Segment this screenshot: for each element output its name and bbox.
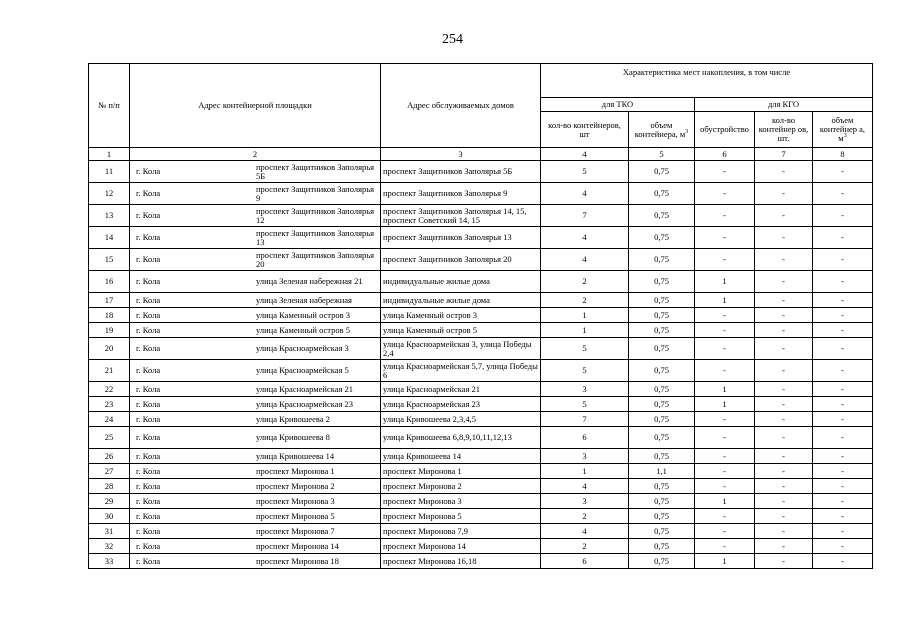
site-street: улица Красноармейская 5 <box>256 365 349 375</box>
col-number: 1 <box>89 148 130 161</box>
site-street: проспект Миронова 14 <box>256 540 339 551</box>
table-row <box>89 308 873 323</box>
tko-container-count: 4 <box>541 524 629 539</box>
tko-container-count: 4 <box>541 183 629 205</box>
row-number: 11 <box>89 161 130 183</box>
tko-container-count: 3 <box>541 449 629 464</box>
table-row <box>89 183 873 205</box>
tko-container-count: 7 <box>541 205 629 227</box>
tko-container-volume: 0,75 <box>629 183 695 205</box>
kgo-equipped: 1 <box>695 397 755 412</box>
kgo-container-count: - <box>755 509 813 524</box>
kgo-container-volume: - <box>813 539 873 554</box>
table-row <box>89 449 873 464</box>
city-name: г. Кола <box>136 383 161 394</box>
served-houses: проспект Миронова 14 <box>381 539 541 554</box>
kgo-container-count: - <box>755 412 813 427</box>
city-name: г. Кола <box>136 495 161 506</box>
served-houses: проспект Миронова 16,18 <box>381 554 541 569</box>
row-number: 17 <box>89 293 130 308</box>
tko-container-volume: 0,75 <box>629 449 695 464</box>
served-houses: проспект Миронова 3 <box>381 494 541 509</box>
row-number: 29 <box>89 494 130 509</box>
table-row <box>89 382 873 397</box>
kgo-equipped: 1 <box>695 293 755 308</box>
tko-container-volume: 0,75 <box>629 293 695 308</box>
site-street: улица Кривошеева 8 <box>256 432 330 442</box>
site-address-cell <box>130 412 381 427</box>
row-number: 19 <box>89 323 130 338</box>
tko-container-count: 1 <box>541 464 629 479</box>
tko-container-count: 5 <box>541 161 629 183</box>
kgo-container-volume: - <box>813 382 873 397</box>
row-number: 33 <box>89 554 130 569</box>
kgo-container-volume: - <box>813 464 873 479</box>
site-street: проспект Миронова 2 <box>256 480 335 491</box>
kgo-container-count: - <box>755 554 813 569</box>
kgo-container-volume: - <box>813 161 873 183</box>
table-row <box>89 360 873 382</box>
city-name: г. Кола <box>136 465 161 476</box>
row-number: 27 <box>89 464 130 479</box>
table-row <box>89 494 873 509</box>
kgo-container-count: - <box>755 308 813 323</box>
tko-container-volume: 0,75 <box>629 397 695 412</box>
city-name: г. Кола <box>136 210 161 220</box>
kgo-equipped: 1 <box>695 271 755 293</box>
served-houses: проспект Защитников Заполярья 20 <box>381 249 541 271</box>
city-name: г. Кола <box>136 294 161 305</box>
tko-container-count: 4 <box>541 249 629 271</box>
site-street: проспект Миронова 5 <box>256 510 335 521</box>
kgo-equipped: 1 <box>695 382 755 397</box>
site-address-cell <box>130 338 381 360</box>
kgo-equipped: - <box>695 412 755 427</box>
kgo-container-volume: - <box>813 227 873 249</box>
tko-container-volume: 0,75 <box>629 524 695 539</box>
tko-container-count: 6 <box>541 554 629 569</box>
site-address-cell <box>130 479 381 494</box>
kgo-container-volume: - <box>813 338 873 360</box>
site-street: улица Красноармейская 21 <box>256 383 354 394</box>
table-row <box>89 323 873 338</box>
row-number: 32 <box>89 539 130 554</box>
container-sites-table <box>88 63 873 569</box>
kgo-equipped: - <box>695 464 755 479</box>
tko-container-count: 4 <box>541 227 629 249</box>
tko-container-count: 3 <box>541 494 629 509</box>
tko-container-volume: 0,75 <box>629 554 695 569</box>
served-houses: проспект Миронова 5 <box>381 509 541 524</box>
tko-container-volume: 0,75 <box>629 161 695 183</box>
tko-container-volume: 0,75 <box>629 227 695 249</box>
kgo-equipped: 1 <box>695 554 755 569</box>
row-number: 15 <box>89 249 130 271</box>
kgo-container-volume: - <box>813 449 873 464</box>
table-row <box>89 554 873 569</box>
site-street: улица Зеленая набережная 21 <box>256 276 363 286</box>
served-houses: проспект Защитников Заполярья 5Б <box>381 161 541 183</box>
served-houses: индивидуальные жилые дома <box>381 271 541 293</box>
kgo-container-volume: - <box>813 271 873 293</box>
kgo-container-count: - <box>755 205 813 227</box>
header-characteristics: Характеристика мест накопления, в том числе <box>541 64 873 98</box>
tko-container-volume: 0,75 <box>629 323 695 338</box>
tko-container-volume: 0,75 <box>629 360 695 382</box>
tko-container-count: 2 <box>541 539 629 554</box>
site-address-cell <box>130 449 381 464</box>
site-street: проспект Защитников Заполярья 9 <box>256 183 375 203</box>
kgo-equipped: - <box>695 308 755 323</box>
tko-container-volume: 0,75 <box>629 479 695 494</box>
table-row <box>89 524 873 539</box>
table-row <box>89 397 873 412</box>
site-address-cell <box>130 494 381 509</box>
table-row <box>89 205 873 227</box>
site-address-cell <box>130 509 381 524</box>
kgo-container-count: - <box>755 249 813 271</box>
site-street: проспект Миронова 7 <box>256 525 335 536</box>
table-row <box>89 227 873 249</box>
header-address-houses: Адрес обслуживаемых домов <box>381 64 541 148</box>
kgo-container-volume: - <box>813 183 873 205</box>
kgo-equipped: - <box>695 509 755 524</box>
served-houses: улица Каменный остров 5 <box>381 323 541 338</box>
kgo-container-count: - <box>755 227 813 249</box>
kgo-equipped: - <box>695 338 755 360</box>
table-row <box>89 479 873 494</box>
row-number: 31 <box>89 524 130 539</box>
kgo-container-count: - <box>755 382 813 397</box>
tko-container-count: 2 <box>541 509 629 524</box>
kgo-equipped: - <box>695 360 755 382</box>
kgo-container-count: - <box>755 397 813 412</box>
city-name: г. Кола <box>136 555 161 566</box>
site-street: проспект Защитников Заполярья 12 <box>256 205 375 225</box>
city-name: г. Кола <box>136 232 161 242</box>
site-address-cell <box>130 539 381 554</box>
table-body <box>89 161 873 569</box>
table-row <box>89 427 873 449</box>
row-number: 20 <box>89 338 130 360</box>
tko-container-volume: 0,75 <box>629 539 695 554</box>
city-name: г. Кола <box>136 413 161 424</box>
site-address-cell <box>130 524 381 539</box>
tko-container-count: 5 <box>541 338 629 360</box>
header-kgo-volume: объем контейнер а, $м^3$ <box>813 112 873 148</box>
row-number: 12 <box>89 183 130 205</box>
kgo-container-volume: - <box>813 397 873 412</box>
served-houses: улица Красноармейская 5,7, улица Победы 6 <box>381 360 541 382</box>
header-kgo-count: кол-во контейнер ов, шт. <box>755 112 813 148</box>
table-row <box>89 464 873 479</box>
row-number: 22 <box>89 382 130 397</box>
kgo-container-volume: - <box>813 323 873 338</box>
site-address-cell <box>130 205 381 227</box>
kgo-equipped: - <box>695 227 755 249</box>
col-number: 3 <box>381 148 541 161</box>
kgo-equipped: - <box>695 161 755 183</box>
col-number: 8 <box>813 148 873 161</box>
header-kgo-equipped: обустройство <box>695 112 755 148</box>
city-name: г. Кола <box>136 450 161 461</box>
kgo-equipped: - <box>695 323 755 338</box>
site-street: проспект Защитников Заполярья 20 <box>256 249 375 269</box>
site-address-cell <box>130 427 381 449</box>
tko-container-count: 5 <box>541 360 629 382</box>
tko-container-count: 2 <box>541 293 629 308</box>
row-number: 18 <box>89 308 130 323</box>
tko-container-count: 4 <box>541 479 629 494</box>
served-houses: улица Кривошеева 6,8,9,10,11,12,13 <box>381 427 541 449</box>
row-number: 14 <box>89 227 130 249</box>
table-row <box>89 539 873 554</box>
city-name: г. Кола <box>136 540 161 551</box>
kgo-container-volume: - <box>813 427 873 449</box>
col-number: 5 <box>629 148 695 161</box>
kgo-container-count: - <box>755 183 813 205</box>
city-name: г. Кола <box>136 398 161 409</box>
kgo-equipped: - <box>695 479 755 494</box>
city-name: г. Кола <box>136 166 161 176</box>
kgo-equipped: 1 <box>695 494 755 509</box>
row-number: 13 <box>89 205 130 227</box>
site-street: улица Каменный остров 3 <box>256 309 351 320</box>
site-address-cell <box>130 323 381 338</box>
tko-container-count: 3 <box>541 382 629 397</box>
site-address-cell <box>130 397 381 412</box>
site-street: проспект Миронова 3 <box>256 495 335 506</box>
served-houses: проспект Миронова 2 <box>381 479 541 494</box>
served-houses: проспект Защитников Заполярья 14, 15, проспект Советский 14, 15 <box>381 205 541 227</box>
row-number: 30 <box>89 509 130 524</box>
kgo-container-count: - <box>755 524 813 539</box>
city-name: г. Кола <box>136 525 161 536</box>
served-houses: улица Кривошеева 14 <box>381 449 541 464</box>
city-name: г. Кола <box>136 309 161 320</box>
site-address-cell <box>130 554 381 569</box>
col-number: 6 <box>695 148 755 161</box>
site-address-cell <box>130 464 381 479</box>
tko-container-count: 6 <box>541 427 629 449</box>
kgo-container-volume: - <box>813 524 873 539</box>
kgo-container-volume: - <box>813 308 873 323</box>
site-address-cell <box>130 161 381 183</box>
tko-container-volume: 1,1 <box>629 464 695 479</box>
tko-container-count: 7 <box>541 412 629 427</box>
header-num: № п/п <box>89 64 130 148</box>
tko-container-volume: 0,75 <box>629 382 695 397</box>
served-houses: улица Красноармейская 3, улица Победы 2,4 <box>381 338 541 360</box>
served-houses: улица Красноармейская 21 <box>381 382 541 397</box>
served-houses: проспект Миронова 7,9 <box>381 524 541 539</box>
site-address-cell <box>130 308 381 323</box>
served-houses: улица Красноармейская 23 <box>381 397 541 412</box>
city-name: г. Кола <box>136 365 161 375</box>
row-number: 24 <box>89 412 130 427</box>
kgo-container-volume: - <box>813 360 873 382</box>
kgo-container-count: - <box>755 293 813 308</box>
kgo-container-count: - <box>755 479 813 494</box>
tko-container-volume: 0,75 <box>629 271 695 293</box>
header-tko-volume: объем контейнера, $м^3$ <box>629 112 695 148</box>
row-number: 16 <box>89 271 130 293</box>
kgo-equipped: - <box>695 427 755 449</box>
site-street: проспект Миронова 18 <box>256 555 339 566</box>
tko-container-volume: 0,75 <box>629 338 695 360</box>
city-name: г. Кола <box>136 432 161 442</box>
city-name: г. Кола <box>136 254 161 264</box>
site-address-cell <box>130 183 381 205</box>
site-street: улица Красноармейская 23 <box>256 398 354 409</box>
site-address-cell <box>130 360 381 382</box>
site-address-cell <box>130 382 381 397</box>
kgo-container-volume: - <box>813 509 873 524</box>
site-address-cell <box>130 249 381 271</box>
row-number: 25 <box>89 427 130 449</box>
table-row <box>89 249 873 271</box>
tko-container-volume: 0,75 <box>629 494 695 509</box>
kgo-container-count: - <box>755 427 813 449</box>
tko-container-count: 5 <box>541 397 629 412</box>
table-row <box>89 412 873 427</box>
kgo-container-volume: - <box>813 479 873 494</box>
kgo-container-count: - <box>755 271 813 293</box>
row-number: 21 <box>89 360 130 382</box>
page-number: 254 <box>442 32 463 47</box>
kgo-container-volume: - <box>813 554 873 569</box>
tko-container-volume: 0,75 <box>629 412 695 427</box>
table-row <box>89 509 873 524</box>
header-tko-count: кол-во контейнеров, шт <box>541 112 629 148</box>
site-address-cell <box>130 271 381 293</box>
site-address-cell <box>130 293 381 308</box>
kgo-container-volume: - <box>813 494 873 509</box>
header-kgo: для КГО <box>695 98 873 112</box>
site-street: улица Красноармейская 3 <box>256 343 349 353</box>
served-houses: улица Каменный остров 3 <box>381 308 541 323</box>
kgo-container-volume: - <box>813 249 873 271</box>
column-number-row <box>89 148 873 161</box>
tko-container-count: 2 <box>541 271 629 293</box>
site-street: проспект Миронова 1 <box>256 465 335 476</box>
kgo-container-volume: - <box>813 205 873 227</box>
col-number: 7 <box>755 148 813 161</box>
city-name: г. Кола <box>136 343 161 353</box>
kgo-equipped: - <box>695 524 755 539</box>
site-street: проспект Защитников Заполярья 13 <box>256 227 375 247</box>
col-number: 4 <box>541 148 629 161</box>
site-address-cell <box>130 227 381 249</box>
served-houses: проспект Защитников Заполярья 13 <box>381 227 541 249</box>
tko-container-count: 1 <box>541 323 629 338</box>
site-street: улица Кривошеева 14 <box>256 450 335 461</box>
kgo-container-volume: - <box>813 293 873 308</box>
site-street: улица Кривошеева 2 <box>256 413 330 424</box>
row-number: 26 <box>89 449 130 464</box>
kgo-container-volume: - <box>813 412 873 427</box>
table-row <box>89 293 873 308</box>
table-row <box>89 338 873 360</box>
site-street: улица Зеленая набережная <box>256 294 352 305</box>
served-houses: проспект Миронова 1 <box>381 464 541 479</box>
table-row <box>89 271 873 293</box>
served-houses: проспект Защитников Заполярья 9 <box>381 183 541 205</box>
kgo-container-count: - <box>755 539 813 554</box>
kgo-container-count: - <box>755 360 813 382</box>
site-street: проспект Защитников Заполярья 5Б <box>256 161 375 181</box>
col-number: 2 <box>130 148 381 161</box>
tko-container-count: 1 <box>541 308 629 323</box>
tko-container-volume: 0,75 <box>629 308 695 323</box>
tko-container-volume: 0,75 <box>629 249 695 271</box>
row-number: 23 <box>89 397 130 412</box>
kgo-container-count: - <box>755 449 813 464</box>
tko-container-volume: 0,75 <box>629 205 695 227</box>
header-tko: для ТКО <box>541 98 695 112</box>
row-number: 28 <box>89 479 130 494</box>
tko-container-volume: 0,75 <box>629 427 695 449</box>
kgo-equipped: - <box>695 249 755 271</box>
city-name: г. Кола <box>136 480 161 491</box>
kgo-equipped: - <box>695 449 755 464</box>
city-name: г. Кола <box>136 276 161 286</box>
kgo-container-count: - <box>755 323 813 338</box>
kgo-container-count: - <box>755 161 813 183</box>
served-houses: индивидуальные жилые дома <box>381 293 541 308</box>
kgo-container-count: - <box>755 494 813 509</box>
served-houses: улица Кривошеева 2,3,4,5 <box>381 412 541 427</box>
kgo-equipped: - <box>695 183 755 205</box>
kgo-equipped: - <box>695 539 755 554</box>
table-row <box>89 161 873 183</box>
kgo-container-count: - <box>755 464 813 479</box>
tko-container-volume: 0,75 <box>629 509 695 524</box>
site-street: улица Каменный остров 5 <box>256 324 351 335</box>
city-name: г. Кола <box>136 188 161 198</box>
city-name: г. Кола <box>136 324 161 335</box>
kgo-container-count: - <box>755 338 813 360</box>
kgo-equipped: - <box>695 205 755 227</box>
city-name: г. Кола <box>136 510 161 521</box>
header-address-site: Адрес контейнерной площадки <box>130 64 381 148</box>
